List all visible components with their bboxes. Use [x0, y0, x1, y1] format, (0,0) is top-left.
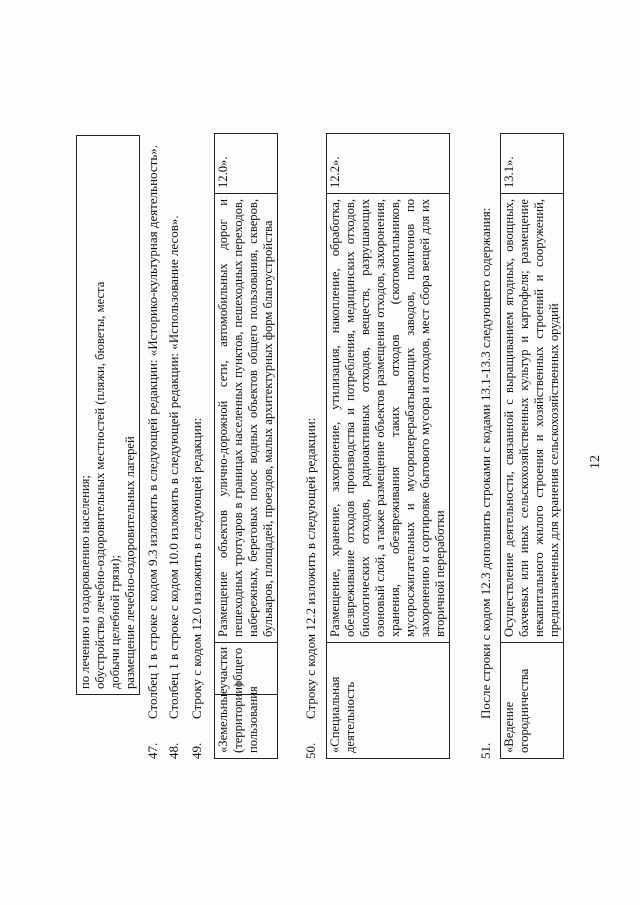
instruction-text: Столбец 1 в строке с кодом 10.0 изложить в следующей редакции: «Использование лесов».: [166, 215, 181, 719]
instruction-number: 47.: [145, 742, 160, 759]
table-row: [215, 134, 278, 759]
instruction-50: [303, 418, 319, 759]
name-line: «Специальная: [328, 676, 342, 753]
name-line: участки: [216, 646, 230, 689]
code-cell: 13.1».: [501, 134, 564, 194]
name-cell: «Ведение огородничества: [501, 643, 564, 759]
instruction-number: 51.: [478, 742, 493, 759]
name-cell: [327, 643, 450, 759]
table-row: [501, 134, 564, 759]
instruction-47: [145, 145, 161, 759]
text-line: обустройство лечебно-оздоровительных местностей (пляжи, бюветы, места: [93, 281, 107, 689]
instruction-number: 48.: [166, 742, 181, 759]
description-cell: Размещение объектов улично-дорожной сети, автомобильных дорог и пешеходных тротуаров в границах населенных пунктов, пешеходных переходов, набережных, береговых полос водных объектов общего пользования, скверов, бульваров, площадей, проездов, малых архитектурных форм благоустройства: [215, 194, 278, 643]
instruction-text: После строки с кодом 12.3 дополнить строками с кодами 13.1-13.3 следующего содержания:: [478, 207, 493, 719]
name-cell: [215, 682, 278, 759]
instruction-number: 50.: [303, 742, 318, 759]
instruction-text: Строку с кодом 12.0 изложить в следующей редакции:: [189, 417, 204, 719]
text-line: добычи целебной грязи);: [108, 555, 122, 689]
instruction-51: [478, 208, 494, 759]
name-line: (территории): [231, 682, 245, 753]
name-line: деятельность: [343, 681, 357, 753]
text-line: размещение лечебно-оздоровительных лагерей: [123, 436, 137, 689]
table-row: [327, 134, 450, 759]
table-row: [77, 136, 140, 695]
instruction-number: 49.: [189, 742, 204, 759]
instruction-48: [166, 215, 182, 759]
top-table: [76, 135, 140, 695]
page-number: 12: [588, 455, 603, 469]
instruction-text: Строку с кодом 12.2 изложить в следующей редакции:: [303, 417, 318, 719]
name-line: пользования: [246, 686, 260, 753]
table-row-12-2: [326, 133, 450, 759]
description-cell: Осуществление деятельности, связанной с выращиванием ягодных, овощных, бахчевых или иных сельскохозяйственных культур и картофеля; размещение некапитального жилого строения и хозяйственных строений и сооружений, предназначенных для хранения сельскохозяйственных орудий: [501, 194, 564, 643]
code-cell: 12.0».: [215, 134, 278, 194]
top-table-cell: [77, 136, 140, 695]
text-line: по лечению и оздоровлению населения;: [78, 475, 92, 689]
table-row-13-1: [500, 133, 564, 759]
name-line: общего: [231, 648, 245, 688]
name-line: «Земельные: [216, 688, 230, 753]
table-row-12-0: [214, 133, 278, 759]
description-cell: Размещение, хранение, захоронение, утилизация, накопление, обработка, обезвреживание отходов производства и потребления, медицинских отходов, биологических отходов, радиоактивных отходов, веществ, разрушающих озоновый слой, а также размещение объектов размещения отходов, захоронения, хранения, обезвреживания таких отходов (скотомогильников, мусоросжигательных и мусороперерабатывающих заводов, полигонов по захоронению и сортировке бытового мусора и отходов, мест сбора вещей для их вторичной переработки: [327, 194, 450, 643]
instruction-49: [189, 418, 205, 759]
code-cell: 12.2».: [327, 134, 450, 194]
instruction-text: Столбец 1 в строке с кодом 9.3 изложить в следующей редакции: «Историко-культурная деятельность».: [145, 145, 160, 719]
